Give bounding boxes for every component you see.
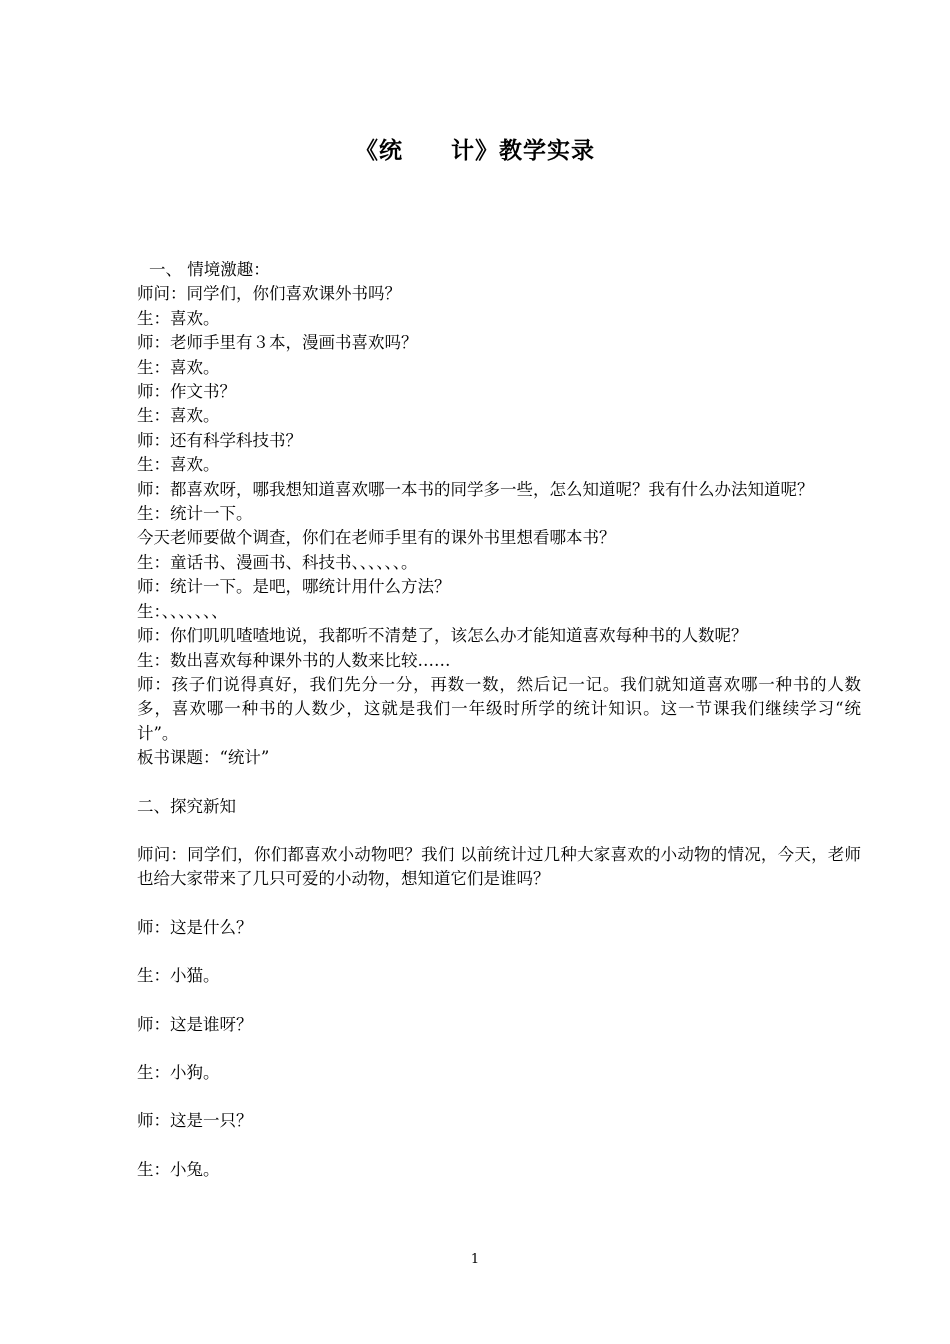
document-body [137, 258, 861, 1182]
spacer [137, 892, 861, 916]
paragraph: 生：数出喜欢每种课外书的人数来比较…… [137, 650, 451, 670]
paragraph: 生：喜欢。 [137, 406, 220, 426]
spacer [137, 989, 861, 1013]
paragraph: 师问：同学们，你们都喜欢小动物吧？我们 以前统计过几种大家喜欢的小动物的情况，今天，老师也给大家带来了几只可爱的小动物，想知道它们是谁吗？ [137, 844, 861, 889]
spacer [137, 940, 861, 964]
paragraph: 今天老师要做个调查，你们在老师手里有的课外书里想看哪本书？ [137, 528, 616, 548]
paragraph: 师：都喜欢呀，哪我想知道喜欢哪一本书的同学多一些，怎么知道呢？我有什么办法知道呢？ [137, 479, 814, 499]
spacer [137, 1085, 861, 1109]
paragraph: 生：喜欢。 [137, 308, 220, 328]
section-heading: 一、 情境激趣： [149, 260, 270, 279]
paragraph: 生：小兔。 [137, 1159, 220, 1179]
page-number: 1 [470, 1252, 480, 1267]
paragraph: 师：这是什么？ [137, 917, 253, 937]
section-heading: 二、探究新知 [137, 796, 236, 816]
paragraph: 师：作文书？ [137, 382, 236, 402]
spacer [137, 819, 861, 843]
paragraph: 师：老师手里有３本，漫画书喜欢吗？ [137, 333, 418, 353]
paragraph: 师问：同学们，你们喜欢课外书吗？ [137, 284, 401, 304]
paragraph: 师：你们叽叽喳喳地说，我都听不清楚了，该怎么办才能知道喜欢每种书的人数呢？ [137, 626, 748, 646]
spacer [137, 1134, 861, 1158]
paragraph: 师：这是谁呀？ [137, 1014, 253, 1034]
paragraph: 生：喜欢。 [137, 455, 220, 475]
paragraph: 板书课题：“统计” [137, 748, 270, 768]
paragraph: 生：统计一下。 [137, 504, 253, 524]
paragraph: 生：小猫。 [137, 966, 220, 986]
paragraph: 师：孩子们说得真好，我们先分一分，再数一数，然后记一记。我们就知道喜欢哪一种书的人数多，喜欢哪一种书的人数少，这就是我们一年级时所学的统计知识。这一节课我们继续学习“统计”。 [137, 674, 861, 743]
document-title: 《统 计》教学实录 [355, 138, 595, 164]
paragraph: 生：童话书、漫画书、科技书、、、、、、。 [137, 552, 418, 572]
paragraph: 生：小狗。 [137, 1062, 220, 1082]
paragraph: 师：还有科学科技书？ [137, 430, 302, 450]
paragraph: 生：、、、、、、、 [137, 601, 228, 621]
spacer [137, 1037, 861, 1061]
paragraph: 师：这是一只？ [137, 1111, 253, 1131]
paragraph: 生：喜欢。 [137, 357, 220, 377]
paragraph: 师：统计一下。是吧，哪统计用什么方法？ [137, 577, 451, 597]
spacer [137, 771, 861, 795]
